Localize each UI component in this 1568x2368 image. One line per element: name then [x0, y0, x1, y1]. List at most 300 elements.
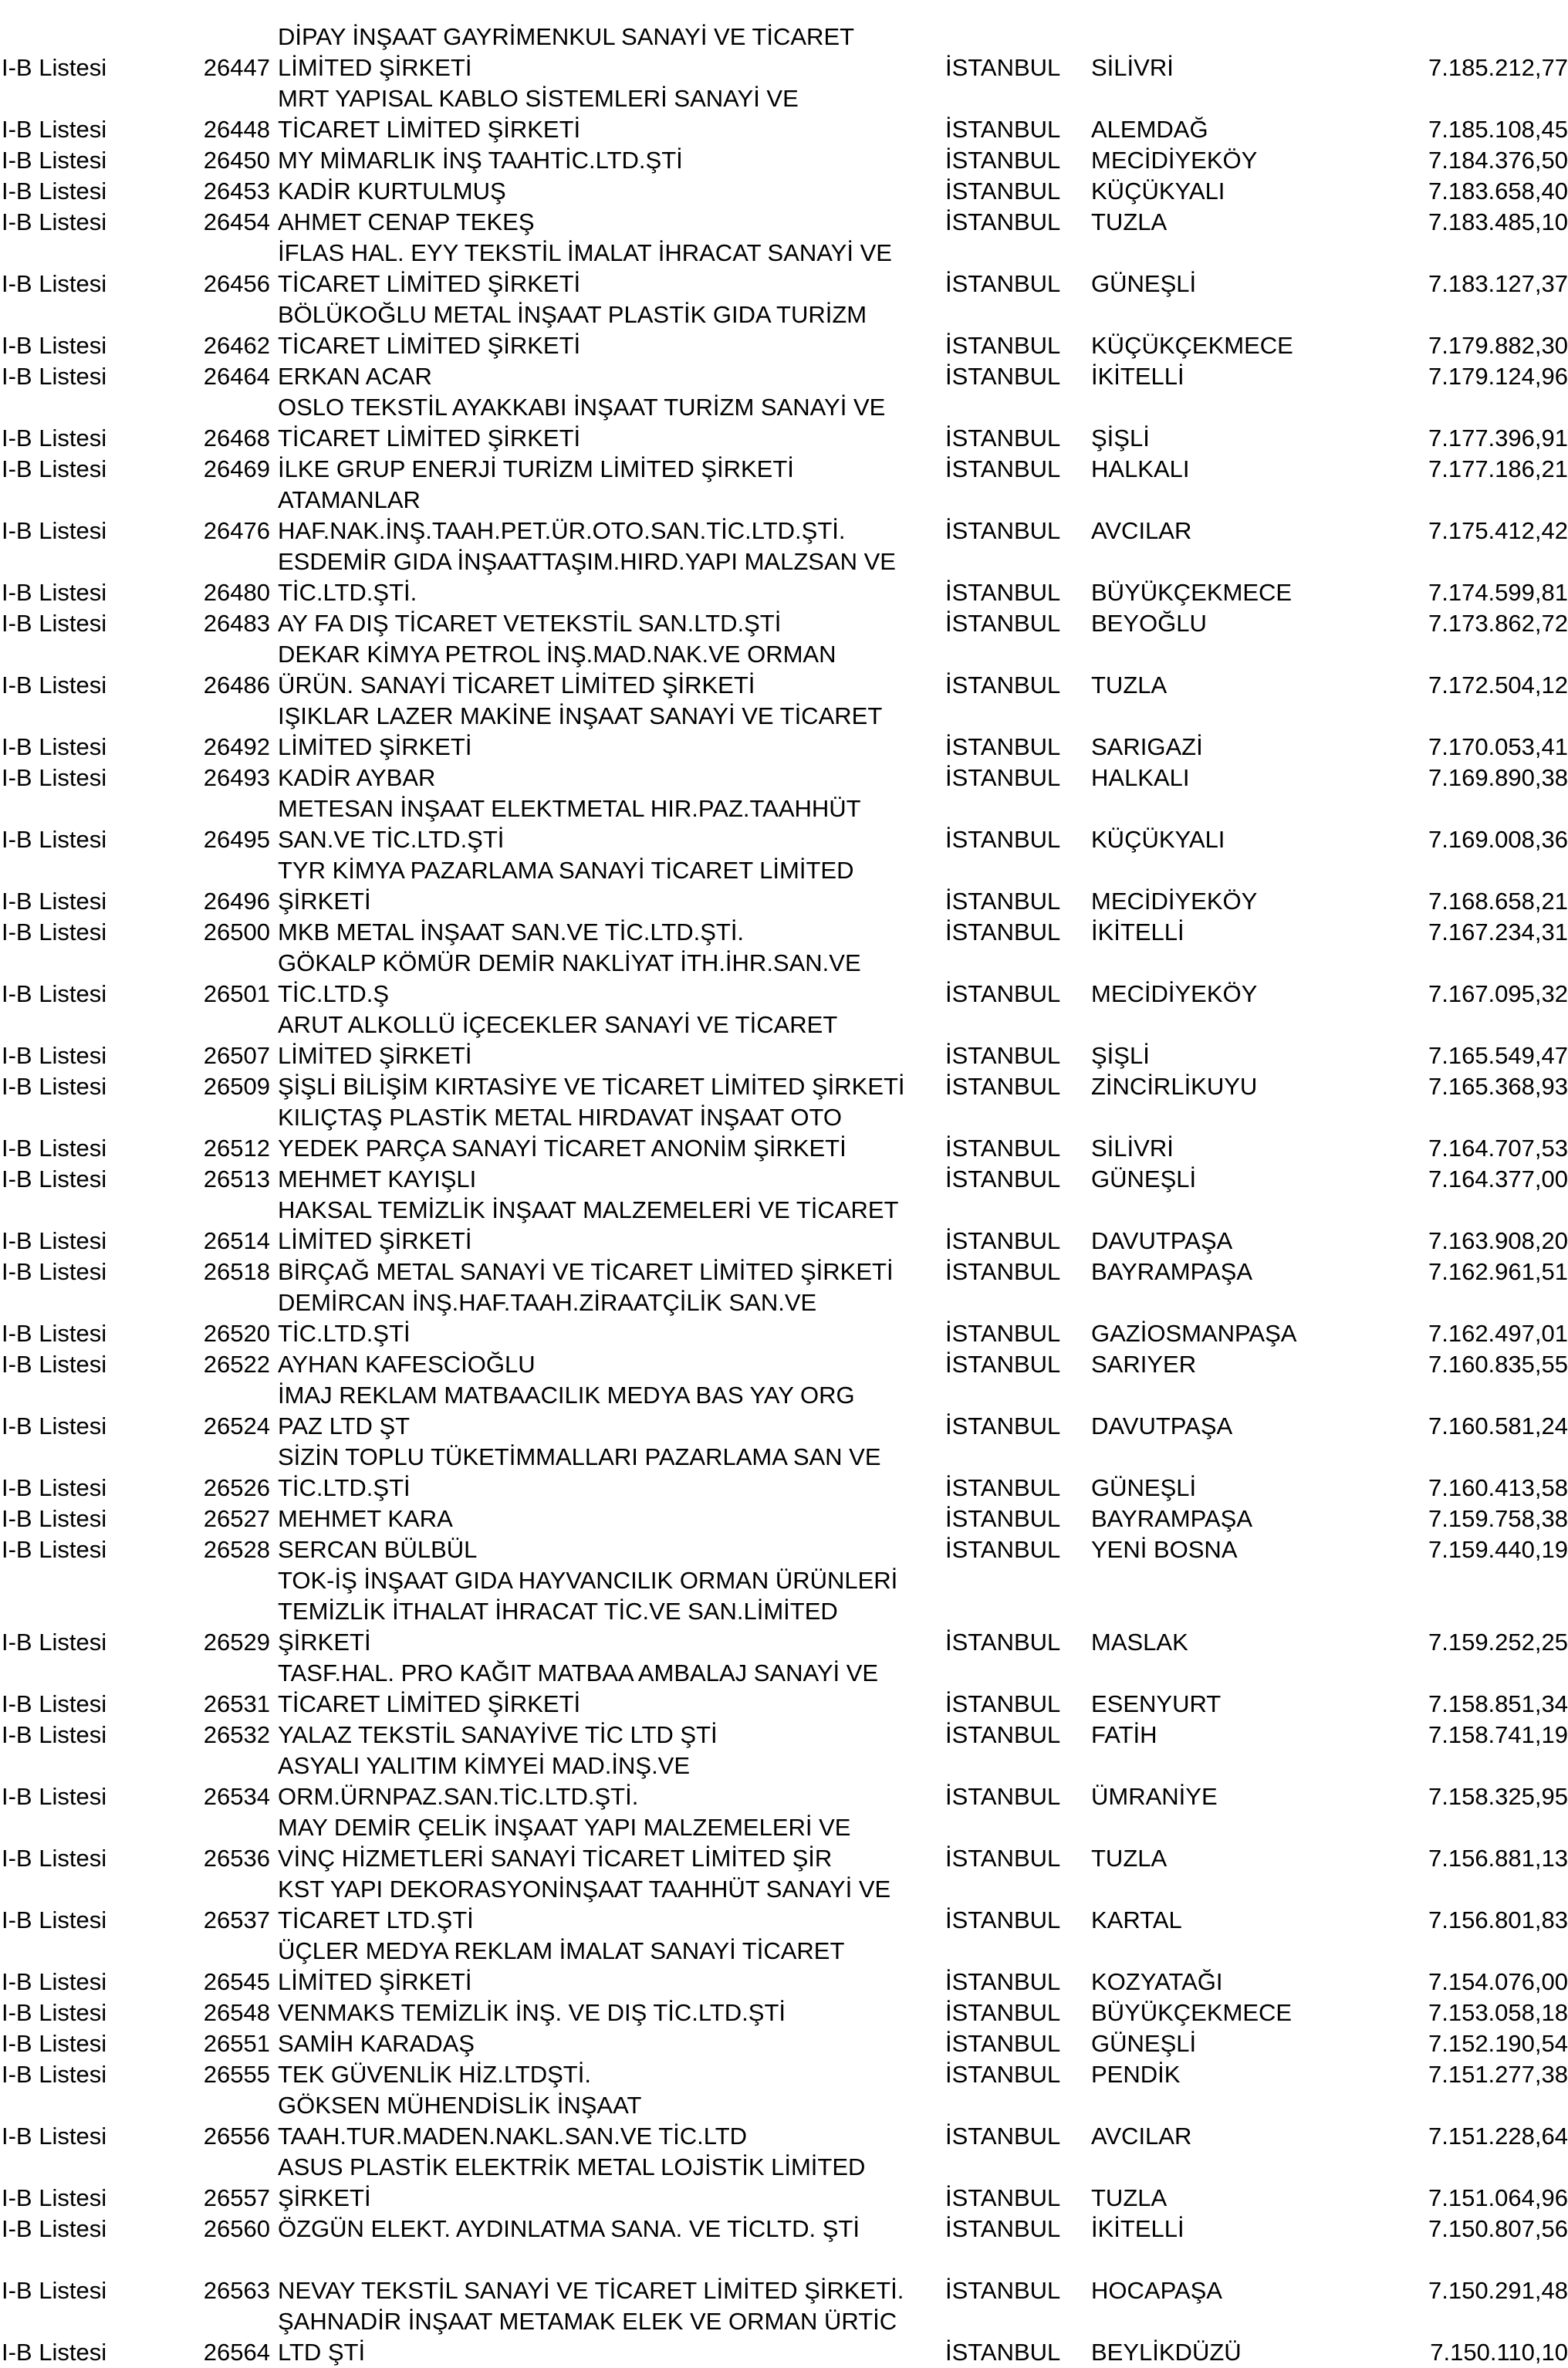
list-cell: I-B Listesi [2, 918, 107, 946]
district-cell: HALKALI [1091, 455, 1190, 482]
id-cell: 26476 [203, 517, 270, 544]
table-row-continuation [0, 1380, 1568, 1411]
company-name-cell: SAMİH KARADAŞ [278, 2030, 475, 2057]
amount-cell: 7.151.064,96 [1428, 2184, 1568, 2211]
city-cell: İSTANBUL [945, 54, 1061, 81]
company-name-cell: KADİR KURTULMUŞ [278, 178, 506, 205]
table-row [0, 2121, 1568, 2152]
table-row [0, 608, 1568, 639]
list-cell: I-B Listesi [2, 1536, 107, 1563]
city-cell: İSTANBUL [945, 270, 1061, 297]
table-row [0, 1349, 1568, 1380]
table-row-continuation [0, 392, 1568, 423]
district-cell: HOCAPAŞA [1091, 2277, 1222, 2304]
company-name-cell: GÖKSEN MÜHENDİSLİK İNŞAAT [278, 2092, 642, 2119]
list-cell: I-B Listesi [2, 1412, 107, 1439]
company-name-cell: ŞİRKETİ [278, 888, 371, 915]
city-cell: İSTANBUL [945, 1629, 1061, 1656]
amount-cell: 7.152.190,54 [1428, 2030, 1568, 2057]
company-name-cell: SERCAN BÜLBÜL [278, 1536, 478, 1563]
list-cell: I-B Listesi [2, 1906, 107, 1933]
id-cell: 26532 [203, 1721, 270, 1748]
company-name-cell: TİC.LTD.ŞTİ [278, 1474, 411, 1501]
id-cell: 26555 [203, 2061, 270, 2088]
district-cell: BAYRAMPAŞA [1091, 1505, 1253, 1532]
district-cell: AVCILAR [1091, 517, 1192, 544]
id-cell: 26557 [203, 2184, 270, 2211]
id-cell: 26528 [203, 1536, 270, 1563]
amount-cell: 7.172.504,12 [1428, 671, 1568, 699]
company-name-cell: MRT YAPISAL KABLO SİSTEMLERİ SANAYİ VE [278, 85, 799, 112]
district-cell: İKİTELLİ [1091, 918, 1184, 946]
city-cell: İSTANBUL [945, 2277, 1061, 2304]
list-cell: I-B Listesi [2, 1258, 107, 1285]
list-cell: I-B Listesi [2, 270, 107, 297]
company-name-cell: İMAJ REKLAM MATBAACILIK MEDYA BAS YAY ORG [278, 1382, 855, 1409]
district-cell: MECİDİYEKÖY [1091, 980, 1258, 1007]
company-name-cell: SİZİN TOPLU TÜKETİMMALLARI PAZARLAMA SAN VE [278, 1443, 881, 1470]
company-name-cell: MY MİMARLIK İNŞ TAAHTİC.LTD.ŞTİ [278, 147, 683, 174]
table-row [0, 670, 1568, 701]
district-cell: ŞİŞLİ [1091, 1042, 1150, 1069]
district-cell: GÜNEŞLİ [1091, 1165, 1197, 1192]
table-row [0, 1720, 1568, 1751]
table-row [0, 52, 1568, 83]
company-name-cell: KST YAPI DEKORASYONİNŞAAT TAAHHÜT SANAYİ VE [278, 1876, 891, 1903]
list-cell: I-B Listesi [2, 1227, 107, 1254]
table-row [0, 917, 1568, 948]
table-row-continuation [0, 238, 1568, 269]
company-name-cell: IŞIKLAR LAZER MAKİNE İNŞAAT SANAYİ VE TİCARET [278, 702, 883, 729]
company-name-cell: MKB METAL İNŞAAT SAN.VE TİC.LTD.ŞTİ. [278, 918, 745, 946]
id-cell: 26496 [203, 888, 270, 915]
table-row [0, 1164, 1568, 1195]
id-cell: 26486 [203, 671, 270, 699]
company-name-cell: ŞİRKETİ [278, 1629, 371, 1656]
city-cell: İSTANBUL [945, 1845, 1061, 1872]
table-row [0, 577, 1568, 608]
company-name-cell: TİCARET LİMİTED ŞİRKETİ [278, 332, 581, 359]
city-cell: İSTANBUL [945, 178, 1061, 205]
city-cell: İSTANBUL [945, 208, 1061, 235]
amount-cell: 7.151.228,64 [1428, 2123, 1568, 2150]
id-cell: 26513 [203, 1165, 270, 1192]
company-name-cell: LTD ŞTİ [278, 2339, 366, 2366]
amount-cell: 7.159.758,38 [1428, 1505, 1568, 1532]
amount-cell: 7.150.291,48 [1428, 2277, 1568, 2304]
amount-cell: 7.158.851,34 [1428, 1690, 1568, 1717]
table-row-continuation [0, 1442, 1568, 1473]
company-name-cell: OSLO TEKSTİL AYAKKABI İNŞAAT TURİZM SANAYİ VE [278, 394, 886, 421]
id-cell: 26454 [203, 208, 270, 235]
district-cell: İKİTELLİ [1091, 363, 1184, 390]
district-cell: HALKALI [1091, 764, 1190, 791]
table-row-continuation [0, 1565, 1568, 1596]
company-name-cell: ATAMANLAR [278, 486, 421, 513]
id-cell: 26492 [203, 733, 270, 760]
table-row-continuation [0, 1195, 1568, 1226]
list-cell: I-B Listesi [2, 1505, 107, 1532]
table-row [0, 1534, 1568, 1565]
id-cell: 26536 [203, 1845, 270, 1872]
city-cell: İSTANBUL [945, 2123, 1061, 2150]
company-name-cell: TİC.LTD.ŞTİ. [278, 579, 417, 606]
table-row-continuation [0, 1010, 1568, 1040]
id-cell: 26483 [203, 610, 270, 637]
company-name-cell: TEMİZLİK İTHALAT İHRACAT TİC.VE SAN.LİMİTED [278, 1598, 838, 1625]
company-name-cell: ŞİRKETİ [278, 2184, 371, 2211]
table-row [0, 1133, 1568, 1164]
amount-cell: 7.167.095,32 [1428, 980, 1568, 1007]
table-row-continuation [0, 299, 1568, 330]
company-name-cell: ESDEMİR GIDA İNŞAATTAŞIM.HIRD.YAPI MALZSAN VE [278, 548, 896, 575]
amount-cell: 7.185.212,77 [1428, 54, 1568, 81]
city-cell: İSTANBUL [945, 1412, 1061, 1439]
list-cell: I-B Listesi [2, 2339, 107, 2366]
amount-cell: 7.177.396,91 [1428, 425, 1568, 452]
table-row-continuation [0, 639, 1568, 670]
company-name-cell: AY FA DIŞ TİCARET VETEKSTİL SAN.LTD.ŞTİ [278, 610, 782, 637]
company-name-cell: SAN.VE TİC.LTD.ŞTİ [278, 826, 505, 853]
id-cell: 26453 [203, 178, 270, 205]
id-cell: 26495 [203, 826, 270, 853]
table-row-continuation [0, 1287, 1568, 1318]
company-name-cell: GÖKALP KÖMÜR DEMİR NAKLİYAT İTH.İHR.SAN.VE [278, 949, 861, 976]
list-cell: I-B Listesi [2, 733, 107, 760]
table-row [0, 330, 1568, 361]
district-cell: FATİH [1091, 1721, 1157, 1748]
city-cell: İSTANBUL [945, 610, 1061, 637]
id-cell: 26448 [203, 116, 270, 143]
table-row [0, 1473, 1568, 1504]
district-cell: KÜÇÜKYALI [1091, 178, 1225, 205]
company-name-cell: LİMİTED ŞİRKETİ [278, 733, 472, 760]
district-cell: GÜNEŞLİ [1091, 2030, 1197, 2057]
company-name-cell: MEHMET KAYIŞLI [278, 1165, 477, 1192]
id-cell: 26527 [203, 1505, 270, 1532]
company-name-cell: TEK GÜVENLİK HİZ.LTDŞTİ. [278, 2061, 591, 2088]
district-cell: SİLİVRİ [1091, 54, 1174, 81]
amount-cell: 7.160.835,55 [1428, 1351, 1568, 1378]
city-cell: İSTANBUL [945, 517, 1061, 544]
city-cell: İSTANBUL [945, 733, 1061, 760]
city-cell: İSTANBUL [945, 147, 1061, 174]
company-name-cell: ÜRÜN. SANAYİ TİCARET LİMİTED ŞİRKETİ [278, 671, 755, 699]
district-cell: BÜYÜKÇEKMECE [1091, 1999, 1293, 2026]
list-cell: I-B Listesi [2, 826, 107, 853]
table-row-continuation [0, 546, 1568, 577]
table-row-continuation [0, 2245, 1568, 2275]
list-cell: I-B Listesi [2, 1629, 107, 1656]
city-cell: İSTANBUL [945, 1135, 1061, 1162]
company-name-cell: LİMİTED ŞİRKETİ [278, 54, 472, 81]
company-name-cell: ASUS PLASTİK ELEKTRİK METAL LOJİSTİK LİMİTED [278, 2153, 866, 2180]
company-name-cell: TİC.LTD.ŞTİ [278, 1320, 411, 1347]
city-cell: İSTANBUL [945, 764, 1061, 791]
city-cell: İSTANBUL [945, 455, 1061, 482]
id-cell: 26524 [203, 1412, 270, 1439]
city-cell: İSTANBUL [945, 1320, 1061, 1347]
table-row [0, 1905, 1568, 1936]
list-cell: I-B Listesi [2, 2277, 107, 2304]
district-cell: SARIYER [1091, 1351, 1197, 1378]
district-cell: MECİDİYEKÖY [1091, 147, 1258, 174]
amount-cell: 7.167.234,31 [1428, 918, 1568, 946]
company-name-cell: TİCARET LİMİTED ŞİRKETİ [278, 116, 581, 143]
amount-cell: 7.159.440,19 [1428, 1536, 1568, 1563]
table-row-continuation [0, 1936, 1568, 1967]
district-cell: KOZYATAĞI [1091, 1968, 1223, 1995]
list-cell: I-B Listesi [2, 1351, 107, 1378]
city-cell: İSTANBUL [945, 1165, 1061, 1192]
company-name-cell: YALAZ TEKSTİL SANAYİVE TİC LTD ŞTİ [278, 1721, 718, 1748]
city-cell: İSTANBUL [945, 2030, 1061, 2057]
amount-cell: 7.153.058,18 [1428, 1999, 1568, 2026]
district-cell: ALEMDAĞ [1091, 116, 1208, 143]
list-cell: I-B Listesi [2, 764, 107, 791]
table-row-continuation [0, 1874, 1568, 1905]
city-cell: İSTANBUL [945, 1536, 1061, 1563]
company-name-cell: MAY DEMİR ÇELİK İNŞAAT YAPI MALZEMELERİ VE [278, 1814, 851, 1841]
company-name-cell: PAZ LTD ŞT [278, 1412, 411, 1439]
table-row-continuation [0, 855, 1568, 886]
amount-cell: 7.158.325,95 [1428, 1783, 1568, 1810]
city-cell: İSTANBUL [945, 1042, 1061, 1069]
list-cell: I-B Listesi [2, 54, 107, 81]
company-name-cell: LİMİTED ŞİRKETİ [278, 1042, 472, 1069]
amount-cell: 7.158.741,19 [1428, 1721, 1568, 1748]
district-cell: DAVUTPAŞA [1091, 1227, 1233, 1254]
table-row [0, 423, 1568, 454]
district-cell: MECİDİYEKÖY [1091, 888, 1258, 915]
table-row-continuation [0, 2306, 1568, 2337]
amount-cell: 7.163.908,20 [1428, 1227, 1568, 1254]
table-row-continuation [0, 793, 1568, 824]
table-row-continuation [0, 1658, 1568, 1689]
amount-cell: 7.183.658,40 [1428, 178, 1568, 205]
id-cell: 26518 [203, 1258, 270, 1285]
list-cell: I-B Listesi [2, 1320, 107, 1347]
table-row [0, 2275, 1568, 2306]
table-row [0, 763, 1568, 793]
district-cell: İKİTELLİ [1091, 2215, 1184, 2242]
list-cell: I-B Listesi [2, 2123, 107, 2150]
company-name-cell: ÜÇLER MEDYA REKLAM İMALAT SANAYİ TİCARET [278, 1937, 845, 1964]
table-row [0, 979, 1568, 1010]
id-cell: 26520 [203, 1320, 270, 1347]
list-cell: I-B Listesi [2, 1042, 107, 1069]
city-cell: İSTANBUL [945, 425, 1061, 452]
district-cell: BEYLİKDÜZÜ [1091, 2339, 1242, 2366]
company-name-cell: MEHMET KARA [278, 1505, 453, 1532]
list-cell: I-B Listesi [2, 2184, 107, 2211]
list-cell: I-B Listesi [2, 1135, 107, 1162]
amount-cell: 7.168.658,21 [1428, 888, 1568, 915]
table-row-continuation [0, 1596, 1568, 1627]
city-cell: İSTANBUL [945, 671, 1061, 699]
table-row [0, 1781, 1568, 1812]
table-row-continuation [0, 22, 1568, 52]
city-cell: İSTANBUL [945, 1999, 1061, 2026]
table-row [0, 361, 1568, 392]
amount-cell: 7.170.053,41 [1428, 733, 1568, 760]
list-cell: I-B Listesi [2, 671, 107, 699]
district-cell: GÜNEŞLİ [1091, 270, 1197, 297]
district-cell: GAZİOSMANPAŞA [1091, 1320, 1297, 1347]
district-cell: AVCILAR [1091, 2123, 1192, 2150]
company-name-cell: ASYALI YALITIM KİMYEİ MAD.İNŞ.VE [278, 1752, 691, 1779]
district-cell: DAVUTPAŞA [1091, 1412, 1233, 1439]
company-name-cell: NEVAY TEKSTİL SANAYİ VE TİCARET LİMİTED ŞİRKETİ. [278, 2277, 904, 2304]
table-row-continuation [0, 2090, 1568, 2121]
amount-cell: 7.183.485,10 [1428, 208, 1568, 235]
city-cell: İSTANBUL [945, 1906, 1061, 1933]
table-row [0, 176, 1568, 207]
table-row-continuation [0, 1812, 1568, 1843]
table-row [0, 145, 1568, 176]
id-cell: 26447 [203, 54, 270, 81]
amount-cell: 7.179.882,30 [1428, 332, 1568, 359]
id-cell: 26522 [203, 1351, 270, 1378]
list-cell: I-B Listesi [2, 2030, 107, 2057]
table-row [0, 1411, 1568, 1442]
table-row [0, 1504, 1568, 1534]
company-name-cell: DİPAY İNŞAAT GAYRİMENKUL SANAYİ VE TİCARET [278, 23, 855, 50]
list-cell: I-B Listesi [2, 332, 107, 359]
district-cell: KÜÇÜKYALI [1091, 826, 1225, 853]
id-cell: 26462 [203, 332, 270, 359]
id-cell: 26563 [203, 2277, 270, 2304]
company-name-cell: TİCARET LİMİTED ŞİRKETİ [278, 425, 581, 452]
company-name-cell: TİCARET LİMİTED ŞİRKETİ [278, 270, 581, 297]
amount-cell: 7.164.377,00 [1428, 1165, 1568, 1192]
city-cell: İSTANBUL [945, 1258, 1061, 1285]
amount-cell: 7.185.108,45 [1428, 116, 1568, 143]
company-name-cell: AYHAN KAFESCİOĞLU [278, 1351, 536, 1378]
id-cell: 26509 [203, 1073, 270, 1100]
amount-cell: 7.150.110,10 [1430, 2339, 1568, 2366]
list-cell: I-B Listesi [2, 888, 107, 915]
company-name-cell: BÖLÜKOĞLU METAL İNŞAAT PLASTİK GIDA TURİZM [278, 301, 867, 328]
city-cell: İSTANBUL [945, 2215, 1061, 2242]
id-cell: 26507 [203, 1042, 270, 1069]
table-row [0, 1318, 1568, 1349]
amount-cell: 7.160.413,58 [1428, 1474, 1568, 1501]
table-row-continuation [0, 485, 1568, 516]
id-cell: 26514 [203, 1227, 270, 1254]
amount-cell: 7.173.862,72 [1428, 610, 1568, 637]
id-cell: 26534 [203, 1783, 270, 1810]
district-cell: SİLİVRİ [1091, 1135, 1174, 1162]
id-cell: 26512 [203, 1135, 270, 1162]
list-cell: I-B Listesi [2, 1165, 107, 1192]
list-cell: I-B Listesi [2, 1690, 107, 1717]
district-cell: ZİNCİRLİKUYU [1091, 1073, 1258, 1100]
city-cell: İSTANBUL [945, 1227, 1061, 1254]
id-cell: 26501 [203, 980, 270, 1007]
list-cell: I-B Listesi [2, 116, 107, 143]
company-name-cell: ERKAN ACAR [278, 363, 432, 390]
amount-cell: 7.175.412,42 [1428, 517, 1568, 544]
table-row [0, 269, 1568, 299]
table-row [0, 114, 1568, 145]
id-cell: 26493 [203, 764, 270, 791]
amount-cell: 7.154.076,00 [1428, 1968, 1568, 1995]
company-name-cell: KILIÇTAŞ PLASTİK METAL HIRDAVAT İNŞAAT OTO [278, 1104, 842, 1131]
city-cell: İSTANBUL [945, 579, 1061, 606]
id-cell: 26456 [203, 270, 270, 297]
district-cell: ÜMRANİYE [1091, 1783, 1218, 1810]
city-cell: İSTANBUL [945, 363, 1061, 390]
table-row [0, 1689, 1568, 1720]
amount-cell: 7.165.549,47 [1428, 1042, 1568, 1069]
list-cell: I-B Listesi [2, 147, 107, 174]
amount-cell: 7.184.376,50 [1428, 147, 1568, 174]
company-name-cell: TAAH.TUR.MADEN.NAKL.SAN.VE TİC.LTD [278, 2123, 748, 2150]
list-cell: I-B Listesi [2, 610, 107, 637]
city-cell: İSTANBUL [945, 1783, 1061, 1810]
table-row [0, 2183, 1568, 2214]
table-row-continuation [0, 1751, 1568, 1781]
table-row [0, 1226, 1568, 1257]
id-cell: 26464 [203, 363, 270, 390]
city-cell: İSTANBUL [945, 2061, 1061, 2088]
amount-cell: 7.156.801,83 [1428, 1906, 1568, 1933]
id-cell: 26500 [203, 918, 270, 946]
district-cell: TUZLA [1091, 208, 1168, 235]
id-cell: 26564 [203, 2339, 270, 2366]
amount-cell: 7.150.807,56 [1428, 2215, 1568, 2242]
id-cell: 26548 [203, 1999, 270, 2026]
district-cell: TUZLA [1091, 1845, 1168, 1872]
list-cell: I-B Listesi [2, 1474, 107, 1501]
table-row-continuation [0, 701, 1568, 732]
id-cell: 26551 [203, 2030, 270, 2057]
table-row [0, 1843, 1568, 1874]
amount-cell: 7.156.881,13 [1428, 1845, 1568, 1872]
table-row-continuation [0, 2152, 1568, 2183]
company-name-cell: TASF.HAL. PRO KAĞIT MATBAA AMBALAJ SANAYİ VE [278, 1659, 879, 1686]
list-cell: I-B Listesi [2, 455, 107, 482]
list-cell: I-B Listesi [2, 2061, 107, 2088]
city-cell: İSTANBUL [945, 826, 1061, 853]
district-cell: GÜNEŞLİ [1091, 1474, 1197, 1501]
id-cell: 26469 [203, 455, 270, 482]
company-name-cell: TOK-İŞ İNŞAAT GIDA HAYVANCILIK ORMAN ÜRÜNLERİ [278, 1567, 898, 1594]
table-row [0, 1627, 1568, 1658]
company-name-cell: METESAN İNŞAAT ELEKTMETAL HIR.PAZ.TAAHHÜT [278, 795, 861, 822]
company-name-cell: TYR KİMYA PAZARLAMA SANAYİ TİCARET LİMİTED [278, 857, 854, 884]
list-cell: I-B Listesi [2, 425, 107, 452]
district-cell: BAYRAMPAŞA [1091, 1258, 1253, 1285]
list-cell: I-B Listesi [2, 1783, 107, 1810]
list-cell: I-B Listesi [2, 1073, 107, 1100]
company-name-cell: DEMİRCAN İNŞ.HAF.TAAH.ZİRAATÇİLİK SAN.VE [278, 1289, 817, 1316]
city-cell: İSTANBUL [945, 888, 1061, 915]
district-cell: YENİ BOSNA [1091, 1536, 1238, 1563]
list-cell: I-B Listesi [2, 980, 107, 1007]
city-cell: İSTANBUL [945, 1690, 1061, 1717]
company-name-cell: TİCARET LİMİTED ŞİRKETİ [278, 1690, 581, 1717]
list-cell: I-B Listesi [2, 579, 107, 606]
company-name-cell: HAF.NAK.İNŞ.TAAH.PET.ÜR.OTO.SAN.TİC.LTD.ŞTİ. [278, 517, 846, 544]
company-name-cell: AHMET CENAP TEKEŞ [278, 208, 535, 235]
id-cell: 26545 [203, 1968, 270, 1995]
table-row [0, 1040, 1568, 1071]
district-cell: BÜYÜKÇEKMECE [1091, 579, 1293, 606]
company-name-cell: İLKE GRUP ENERJİ TURİZM LİMİTED ŞİRKETİ [278, 455, 794, 482]
table-row-continuation [0, 1102, 1568, 1133]
